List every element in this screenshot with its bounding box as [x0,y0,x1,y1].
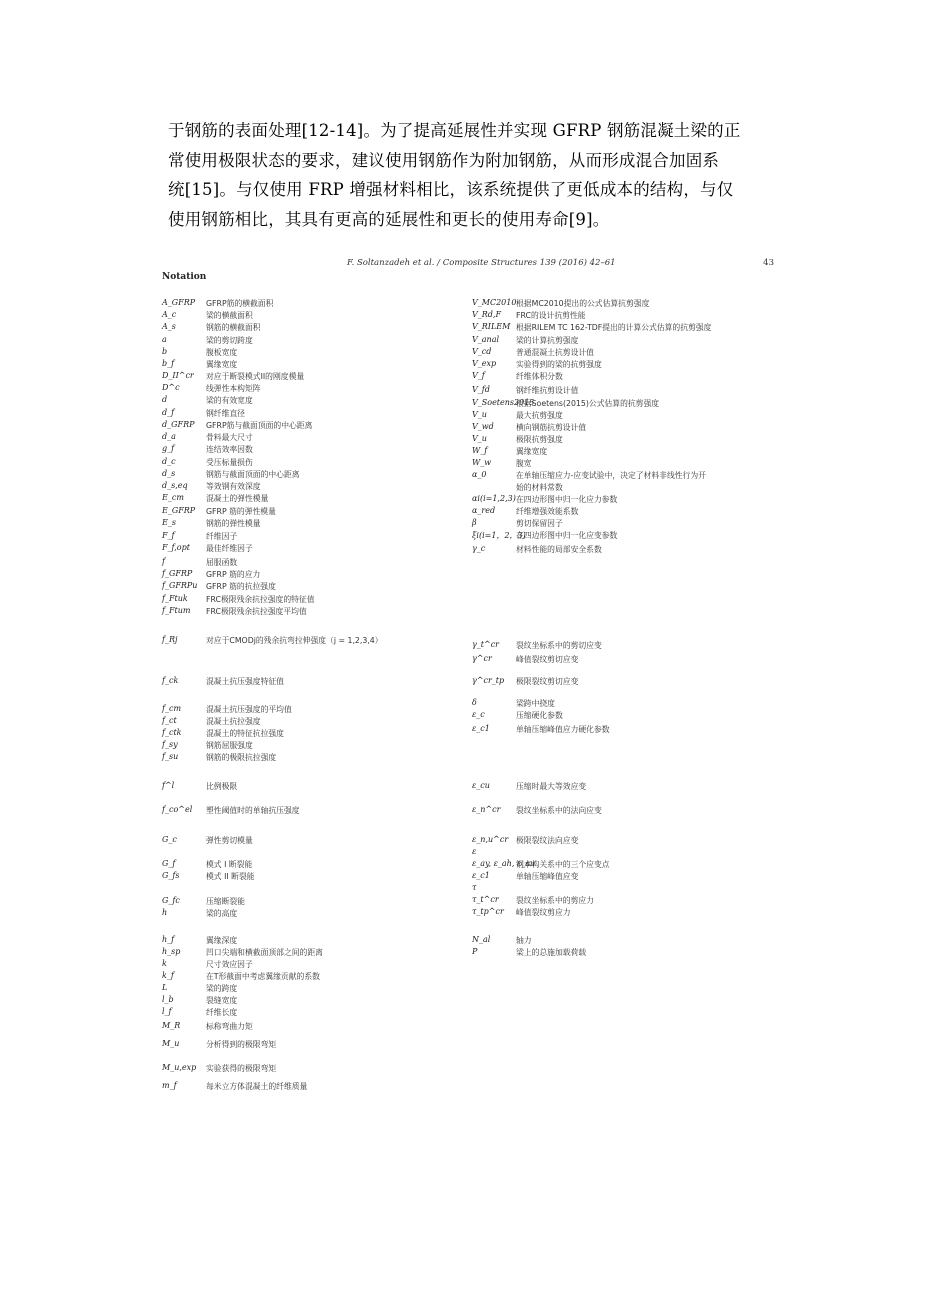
notation-symbol: α_0 [472,470,487,479]
notation-symbol: f_ctk [162,728,182,737]
notation-definition: 最大抗剪强度 [516,411,563,420]
notation-definition: 梁的横截面积 [206,311,253,320]
notation-symbol: τ [472,883,477,892]
journal-citation: F. Soltanzadeh et al. / Composite Structures 139 (2016) 42–61 [347,258,616,268]
notation-symbol: G_fc [162,896,180,905]
paragraph-line: 统[15]。与仅使用 FRP 增强材料相比，该系统提供了更低成本的结构，与仅 [168,180,734,199]
notation-definition: 尺寸效应因子 [206,960,253,969]
notation-symbol: D^c [162,383,180,392]
notation-symbol: ε_c1 [472,871,490,880]
notation-definition: 纤维体积分数 [516,372,563,381]
notation-definition: FRC极限残余抗拉强度平均值 [206,607,307,616]
notation-symbol: A_s [162,322,176,331]
notation-symbol: V_u [472,434,487,443]
notation-definition: 梁上的总施加载荷载 [516,948,587,957]
notation-symbol: G_fs [162,871,180,880]
notation-definition: 极限抗剪强度 [516,435,563,444]
notation-symbol: f_ct [162,716,177,725]
notation-definition: 极限裂纹法向应变 [516,836,579,845]
notation-symbol: W_w [472,458,492,467]
notation-symbol: M_u [162,1039,180,1048]
notation-symbol: d_s [162,469,176,478]
notation-symbol: W_f [472,446,488,455]
notation-definition: 梁的有效宽度 [206,396,253,405]
notation-symbol: γ^cr_tp [472,676,505,685]
notation-symbol: a [162,335,167,344]
notation-symbol: f_Rj [162,635,178,644]
notation-symbol: V_fd [472,385,490,394]
notation-symbol: V_exp [472,359,497,368]
notation-definition: 混凝土抗拉强度 [206,717,261,726]
notation-symbol: E_cm [162,493,184,502]
notation-symbol: f_Ftum [162,606,191,615]
notation-definition: GFRP 筋的弹性模量 [206,507,276,516]
notation-symbol: V_MC2010 [472,298,517,307]
notation-definition: 比例极限 [206,782,238,791]
notation-definition: 混凝土的特征抗拉强度 [206,729,284,738]
notation-definition: 梁的剪切跨度 [206,336,253,345]
notation-symbol: d_c [162,457,176,466]
notation-symbol: f_ck [162,676,179,685]
notation-definition: GFRP 筋的抗拉强度 [206,582,276,591]
notation-definition: GFRP 筋的应力 [206,570,261,579]
notation-symbol: τ_t^cr [472,895,499,904]
notation-definition: 压缩时最大等效应变 [516,782,587,791]
notation-symbol: M_u,exp [162,1063,197,1072]
notation-definition: 腹板宽度 [206,348,238,357]
notation-definition: 翼缘宽度 [206,360,238,369]
notation-symbol: l_b [162,995,174,1004]
notation-definition: 每米立方体混凝土的纤维质量 [206,1082,308,1091]
notation-symbol: N_al [472,935,491,944]
notation-symbol: h [162,908,168,917]
paragraph-line: 使用钢筋相比，其具有更高的延展性和更长的使用寿命[9]。 [168,209,610,229]
notation-symbol: V_Soetens2015 [472,398,535,407]
notation-definition: 模式 I 断裂能 [206,860,253,869]
notation-definition: 实验得到的梁的抗剪强度 [516,360,602,369]
notation-symbol: f_sy [162,740,178,749]
notation-definition: 混凝土的弹性模量 [206,494,269,503]
notation-definition: 峰值裂纹剪应力 [516,908,571,917]
notation-symbol: G_c [162,835,177,844]
notation-definition: 裂纹坐标系中的法向应变 [516,806,602,815]
notation-definition: 实验获得的极限弯矩 [206,1064,277,1073]
notation-symbol: ε_cu [472,781,490,790]
notation-definition: 在四边形图中归一化应力参数 [516,495,618,504]
notation-definition: 凹口尖端和横截面顶部之间的距离 [206,948,323,957]
notation-symbol: d_GFRP [162,420,195,429]
notation-definition: 翼缘宽度 [516,447,548,456]
notation-symbol: V_f [472,371,485,380]
notation-definition: 分析得到的极限弯矩 [206,1040,277,1049]
notation-symbol: M_R [162,1021,181,1030]
notation-symbol: D_II^cr [162,371,194,380]
notation-definition: 单轴压缩峰值应力硬化参数 [516,725,610,734]
notation-symbol: b_f [162,359,175,368]
notation-definition: 梁的跨度 [206,984,238,993]
notation-definition: 梁跨中挠度 [516,699,555,708]
notation-definition: 混凝土抗压强度特征值 [206,677,284,686]
notation-symbol: αi(i=1,2,3) [472,494,516,503]
notation-definition: 标称弯曲力矩 [206,1022,253,1031]
notation-definition: 峰值裂纹剪切应变 [516,655,579,664]
notation-definition: 最佳纤维因子 [206,544,253,553]
notation-definition: GFRP筋与截面顶面的中心距离 [206,421,313,430]
notation-symbol: τ_tp^cr [472,907,504,916]
notation-symbol: f^l [162,781,175,790]
notation-symbol: d_s,eq [162,481,188,490]
notation-symbol: γ^cr [472,654,492,663]
notation-definition: 等效钢有效深度 [206,482,261,491]
notation-symbol: f [162,557,165,566]
notation-definition: 钢纤维直径 [206,409,245,418]
notation-symbol: f_su [162,752,179,761]
notation-symbol: V_wd [472,422,494,431]
notation-definition: 钢筋的弹性模量 [206,519,261,528]
notation-symbol: A_c [162,310,177,319]
notation-definition: 纤维增强效能系数 [516,507,579,516]
paragraph-line: 常使用极限状态的要求，建议使用钢筋作为附加钢筋，从而形成混合加固系 [168,150,720,170]
notation-symbol: ε_n,u^cr [472,835,509,844]
notation-symbol: ε_c [472,710,485,719]
notation-symbol: γ_c [472,544,486,553]
embedded-page-header [162,258,774,272]
notation-definition: 纤维因子 [206,532,238,541]
notation-symbol: ε [472,847,477,856]
notation-symbol: β [472,518,477,527]
notation-definition: 骨料最大尺寸 [206,433,253,442]
notation-definition: GFRP筋的横截面积 [206,299,274,308]
notation-definition: 根据Soetens(2015)公式估算的抗剪强度 [516,399,660,408]
notation-definition: 钢筋的横截面积 [206,323,261,332]
notation-definition: 钢纤维抗剪设计值 [516,386,579,395]
notation-definition: 塑性阈值时的单轴抗压强度 [206,806,300,815]
notation-definition: 裂纹坐标系中的剪切应变 [516,641,602,650]
notation-definition: 对应于断裂模式II的刚度模量 [206,372,305,381]
notation-symbol: f_co^el [162,805,193,814]
notation-definition: 连结效率因数 [206,445,253,454]
notation-definition: 裂缝宽度 [206,996,238,1005]
notation-definition: 钢本构关系中的三个应变点 [516,860,610,869]
notation-definition: 梁的计算抗剪强度 [516,336,579,345]
notation-symbol: d [162,395,168,404]
notation-definition: 屈服函数 [206,558,238,567]
notation-symbol: d_a [162,432,176,441]
notation-definition: 钢筋屈服强度 [206,741,253,750]
notation-symbol: ε_n^cr [472,805,501,814]
notation-definition: 单轴压缩峰值应变 [516,872,579,881]
notation-definition: 在四边形图中归一化应变参数 [516,531,618,540]
notation-definition: 在单轴压缩应力-应变试验中，决定了材料非线性行为开 [516,471,706,480]
notation-definition: 模式 II 断裂能 [206,872,255,881]
notation-definition: 梁的高度 [206,909,238,918]
notation-definition: 钢筋与截面顶面的中心距离 [206,470,300,479]
notation-definition: 弹性剪切模量 [206,836,253,845]
paragraph-line: 于钢筋的表面处理[12-14]。为了提高延展性并实现 GFRP 钢筋混凝土梁的正 [168,121,741,140]
notation-symbol: V_u [472,410,487,419]
notation-symbol: g_f [162,444,175,453]
notation-definition: 对应于CMODj的残余抗弯拉伸强度（j = 1,2,3,4） [206,636,383,645]
notation-definition: 翼缘深度 [206,936,238,945]
notation-symbol: f_Ftuk [162,594,188,603]
notation-symbol: V_anal [472,335,500,344]
notation-title: Notation [162,272,207,282]
notation-definition: 极限裂纹剪切应变 [516,677,579,686]
notation-definition: 纤维长度 [206,1008,238,1017]
notation-symbol: k_f [162,971,174,980]
notation-definition: 钢筋的极限抗拉强度 [206,753,277,762]
notation-symbol: F_f [162,531,175,540]
notation-definition: 横向钢筋抗剪设计值 [516,423,587,432]
notation-symbol: E_s [162,518,176,527]
notation-symbol: δ [472,698,477,707]
notation-definition: 在T形截面中考虑翼缘贡献的系数 [206,972,320,981]
notation-definition: 剪切保留因子 [516,519,563,528]
notation-definition: FRC极限残余抗拉强度的特征值 [206,595,315,604]
notation-symbol: ε_ay, ε_ah, ε_au [472,859,536,868]
notation-symbol: d_f [162,408,175,417]
notation-symbol: α_red [472,506,496,515]
notation-symbol: ξi(i=1，2，3) [472,531,526,540]
body-paragraph [168,116,796,234]
notation-symbol: E_GFRP [162,506,196,515]
notation-symbol: l_f [162,1007,172,1016]
notation-definition: 始的材料常数 [516,483,563,492]
notation-symbol: f_cm [162,704,182,713]
notation-definition: 轴力 [516,936,532,945]
notation-symbol: V_cd [472,347,492,356]
notation-symbol: f_GFRP [162,569,193,578]
notation-definition: 根据MC2010提出的公式估算抗剪强度 [516,299,650,308]
notation-symbol: h_sp [162,947,181,956]
notation-symbol: h_f [162,935,175,944]
notation-definition: 根据RILEM TC 162-TDF提出的计算公式估算的抗剪强度 [516,323,712,332]
page-number: 43 [763,258,774,268]
notation-symbol: ε_c1 [472,724,490,733]
notation-symbol: b [162,347,168,356]
notation-definition: 普通混凝土抗剪设计值 [516,348,594,357]
notation-symbol: P [472,947,478,956]
notation-definition: 材料性能的局部安全系数 [516,545,602,554]
notation-definition: FRC的设计抗剪性能 [516,311,586,320]
notation-symbol: γ_t^cr [472,640,500,649]
notation-symbol: F_f,opt [162,543,190,552]
notation-definition: 受压标量损伤 [206,458,253,467]
notation-definition: 线弹性本构矩阵 [206,384,261,393]
notation-symbol: L [162,983,168,992]
notation-symbol: V_Rd,F [472,310,502,319]
notation-symbol: V_RILEM [472,322,511,331]
notation-symbol: k [162,959,167,968]
notation-definition: 混凝土抗压强度的平均值 [206,705,292,714]
notation-symbol: m_f [162,1081,177,1090]
notation-definition: 压缩断裂能 [206,897,245,906]
notation-definition: 腹宽 [516,459,532,468]
notation-symbol: f_GFRPu [162,581,198,590]
notation-definition: 裂纹坐标系中的剪应力 [516,896,594,905]
notation-symbol: A_GFRP [162,298,196,307]
notation-definition: 压缩硬化参数 [516,711,563,720]
notation-symbol: G_f [162,859,176,868]
